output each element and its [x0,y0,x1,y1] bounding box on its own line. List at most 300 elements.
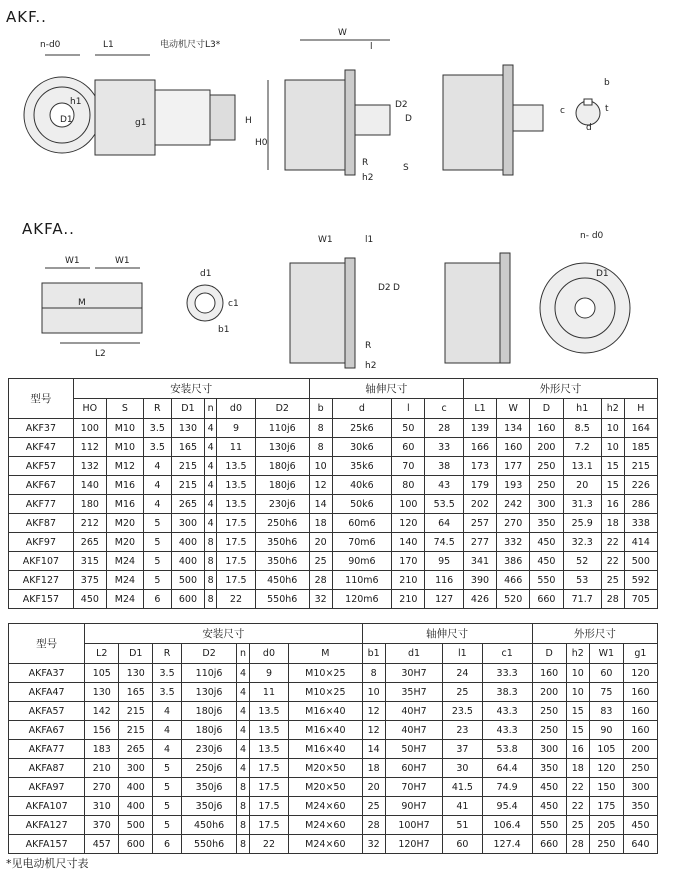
table-cell: 13.5 [249,702,288,721]
table-cell: 160 [532,664,566,683]
table-cell: 17.5 [249,778,288,797]
table-cell: 32.3 [563,533,601,552]
table-cell: 350h6 [255,552,309,571]
table-cell: 4 [237,683,250,702]
akfa-column-header: D [532,644,566,664]
table-cell: 139 [463,419,496,438]
table-cell: 127 [425,590,463,609]
table-cell: 250 [589,835,623,854]
table-cell: 74.5 [425,533,463,552]
table-cell: 5 [143,514,171,533]
table-row [9,797,658,816]
table-cell: 414 [624,533,657,552]
akfa-column-header: L2 [85,644,119,664]
table-cell: 12 [362,721,385,740]
table-cell: 43 [425,476,463,495]
table-cell: 17.5 [217,514,255,533]
akfa-group-shaft: 轴伸尺寸 [362,624,532,644]
table-cell: 14 [309,495,332,514]
table-cell: 215 [119,721,153,740]
table-cell: M16×40 [289,740,362,759]
akf-label-h1: h1 [70,97,82,107]
akf-label-h0: H0 [255,138,268,148]
akf-column-header: D1 [171,399,204,419]
table-cell: M24×60 [289,816,362,835]
akf-label-d2: D2 [395,100,408,110]
model-cell: AKF97 [9,533,74,552]
table-cell: 25 [601,571,624,590]
table-cell: 13.5 [217,457,255,476]
akfa-label-w1-b: W1 [115,256,130,266]
table-cell: 35H7 [385,683,442,702]
table-cell: 90m6 [332,552,392,571]
akf-label-n-d0: n-d0 [40,40,61,50]
model-cell: AKF127 [9,571,74,590]
table-cell: 13.1 [563,457,601,476]
table-cell: 4 [205,495,217,514]
table-cell: 43.3 [482,721,532,740]
table-cell: M16 [106,476,143,495]
table-cell: 105 [589,740,623,759]
table-row [9,664,658,683]
table-cell: 8 [205,552,217,571]
akfa-label-d1: d1 [200,269,212,279]
akf-label-w: W [338,28,347,38]
table-cell: 53.5 [425,495,463,514]
table-cell: 38.3 [482,683,532,702]
akf-label-d1: D1 [60,115,73,125]
table-cell: 12 [309,476,332,495]
table-cell: 310 [85,797,119,816]
table-cell: 250 [623,759,657,778]
table-cell: 5 [153,778,182,797]
table-cell: 4 [205,438,217,457]
table-cell: 140 [392,533,425,552]
table-cell: M16×40 [289,702,362,721]
table-cell: 660 [532,835,566,854]
table-cell: 7.2 [563,438,601,457]
table-cell: 30 [443,759,482,778]
table-cell: 205 [589,816,623,835]
table-cell: 4 [153,702,182,721]
table-cell: 28 [309,571,332,590]
table-cell: M24 [106,552,143,571]
akf-label-h: H [245,116,252,126]
table-cell: 5 [143,533,171,552]
table-cell: 17.5 [217,533,255,552]
table-cell: 8 [309,438,332,457]
table-cell: 16 [601,495,624,514]
table-cell: 40H7 [385,702,442,721]
table-cell: 4 [205,476,217,495]
table-cell: 257 [463,514,496,533]
model-cell: AKF47 [9,438,74,457]
akfa-group-outline: 外形尺寸 [532,624,657,644]
table-cell: 18 [309,514,332,533]
table-row [9,740,658,759]
table-cell: 332 [497,533,530,552]
table-cell: 550h6 [181,835,236,854]
akfa-column-header: d1 [385,644,442,664]
akf-label-dd: d [586,123,592,133]
table-cell: 20 [563,476,601,495]
akfa-label-n-d0: n- d0 [580,231,604,241]
table-row [9,721,658,740]
model-cell: AKFA127 [9,816,85,835]
akf-column-header: S [106,399,143,419]
table-cell: 160 [623,683,657,702]
table-cell: 50H7 [385,740,442,759]
table-cell: 53 [563,571,601,590]
table-cell: 8 [309,419,332,438]
akfa-label-w1-c: W1 [318,235,333,245]
table-cell: 350j6 [181,797,236,816]
table-cell: 6 [143,590,171,609]
table-cell: 13.5 [217,495,255,514]
table-cell: 9 [249,664,288,683]
akf-column-header: R [143,399,171,419]
table-cell: M12 [106,457,143,476]
akf-label-g1: g1 [135,118,147,128]
table-cell: 705 [624,590,657,609]
akf-column-header: n [205,399,217,419]
akf-label-motor-dim: 电动机尺寸L3* [160,40,221,50]
table-cell: 180j6 [255,457,309,476]
table-row [9,533,658,552]
table-cell: 22 [601,533,624,552]
table-cell: 4 [237,664,250,683]
akfa-label-c1: c1 [228,299,239,309]
table-cell: 15 [601,476,624,495]
table-cell: 10 [309,457,332,476]
table-cell: 142 [85,702,119,721]
akfa-column-header: d0 [249,644,288,664]
table-cell: 25 [309,552,332,571]
table-cell: 120 [589,759,623,778]
table-cell: 180 [73,495,106,514]
akf-label-l: l [370,42,373,52]
table-cell: 426 [463,590,496,609]
table-row [9,438,658,457]
akfa-column-header: D1 [119,644,153,664]
table-cell: 3.5 [153,683,182,702]
akf-column-header: l [392,399,425,419]
akfa-label-b1: b1 [218,325,230,335]
table-cell: 10 [362,683,385,702]
table-cell: 180j6 [181,721,236,740]
table-cell: 90H7 [385,797,442,816]
akfa-column-header: R [153,644,182,664]
akf-column-header: h1 [563,399,601,419]
table-row [9,759,658,778]
akf-title: AKF.. [6,8,47,26]
table-cell: 4 [153,721,182,740]
table-cell: 15 [601,457,624,476]
table-cell: 35k6 [332,457,392,476]
table-cell: M20 [106,514,143,533]
model-cell: AKFA37 [9,664,85,683]
model-cell: AKF87 [9,514,74,533]
table-cell: 8 [237,778,250,797]
akfa-label-l2: L2 [95,349,106,359]
table-cell: 32 [362,835,385,854]
table-cell: 8 [205,571,217,590]
model-cell: AKFA157 [9,835,85,854]
table-cell: 450 [73,590,106,609]
table-cell: 180j6 [181,702,236,721]
table-cell: 64 [425,514,463,533]
table-cell: 270 [85,778,119,797]
table-cell: 4 [237,721,250,740]
table-cell: 25k6 [332,419,392,438]
model-cell: AKFA47 [9,683,85,702]
table-cell: M24 [106,571,143,590]
table-cell: 400 [119,778,153,797]
table-cell: 8.5 [563,419,601,438]
table-cell: 400 [171,533,204,552]
table-cell: 300 [532,740,566,759]
table-cell: 40k6 [332,476,392,495]
table-cell: 4 [237,702,250,721]
table-cell: 105 [85,664,119,683]
table-cell: 230j6 [255,495,309,514]
table-cell: 179 [463,476,496,495]
table-cell: 8 [205,590,217,609]
table-cell: 23 [443,721,482,740]
table-cell: 466 [497,571,530,590]
table-cell: 350 [530,514,563,533]
table-cell: 13.5 [249,740,288,759]
table-cell: 4 [143,457,171,476]
table-cell: 80 [392,476,425,495]
table-cell: 4 [237,759,250,778]
table-cell: 10 [601,419,624,438]
table-cell: M24 [106,590,143,609]
table-cell: 37 [443,740,482,759]
akf-column-header: HO [73,399,106,419]
akfa-label-w1-a: W1 [65,256,80,266]
table-cell: M24×60 [289,797,362,816]
table-cell: 180j6 [255,476,309,495]
table-cell: 300 [623,778,657,797]
table-cell: 13.5 [217,476,255,495]
table-cell: 265 [119,740,153,759]
akf-label-c: c [560,106,565,116]
table-cell: 4 [143,495,171,514]
table-cell: 160 [497,438,530,457]
akf-column-header: L1 [463,399,496,419]
table-cell: 286 [624,495,657,514]
table-cell: 4 [205,419,217,438]
table-cell: 5 [153,759,182,778]
table-cell: 10 [566,664,589,683]
table-cell: 17.5 [249,759,288,778]
table-cell: 22 [566,797,589,816]
akfa-column-header: n [237,644,250,664]
table-cell: 315 [73,552,106,571]
table-cell: 25 [443,683,482,702]
table-cell: 10 [566,683,589,702]
table-cell: 400 [119,797,153,816]
table-cell: 210 [392,571,425,590]
table-cell: 20 [309,533,332,552]
table-cell: 3.5 [153,664,182,683]
table-cell: 200 [532,683,566,702]
table-cell: 450 [530,533,563,552]
akfa-column-header: l1 [443,644,482,664]
table-cell: 116 [425,571,463,590]
akfa-label-m: M [78,298,86,308]
table-cell: 17.5 [249,816,288,835]
table-cell: 74.9 [482,778,532,797]
table-cell: 41.5 [443,778,482,797]
akfa-column-header: D2 [181,644,236,664]
table-cell: 100 [392,495,425,514]
model-cell: AKFA57 [9,702,85,721]
table-cell: 450 [623,816,657,835]
table-cell: 212 [73,514,106,533]
table-cell: 22 [566,778,589,797]
table-cell: 170 [392,552,425,571]
table-cell: 50k6 [332,495,392,514]
table-cell: 60H7 [385,759,442,778]
table-cell: 83 [589,702,623,721]
table-cell: 18 [601,514,624,533]
akfa-label-r: R [365,341,372,351]
table-cell: 53.8 [482,740,532,759]
table-cell: 500 [171,571,204,590]
table-cell: 386 [497,552,530,571]
table-cell: 140 [73,476,106,495]
table-row [9,552,658,571]
table-cell: 18 [566,759,589,778]
table-cell: 4 [153,740,182,759]
akfa-column-header: b1 [362,644,385,664]
table-row [9,514,658,533]
table-cell: 52 [563,552,601,571]
table-row [9,778,658,797]
table-cell: 520 [497,590,530,609]
table-cell: 71.7 [563,590,601,609]
table-cell: 250 [530,457,563,476]
table-cell: 28 [601,590,624,609]
table-cell: 17.5 [249,797,288,816]
table-cell: M20×50 [289,778,362,797]
table-row [9,590,658,609]
akf-column-header: b [309,399,332,419]
table-cell: 215 [171,476,204,495]
table-row [9,495,658,514]
table-cell: 457 [85,835,119,854]
table-cell: 250j6 [181,759,236,778]
table-cell: M10 [106,438,143,457]
table-cell: 13.5 [249,721,288,740]
table-cell: 177 [497,457,530,476]
akfa-label-d: D [393,283,400,293]
table-row [9,476,658,495]
table-cell: 200 [530,438,563,457]
akf-label-r: R [362,158,369,168]
table-cell: 95.4 [482,797,532,816]
table-cell: 31.3 [563,495,601,514]
akfa-column-header: c1 [482,644,532,664]
model-cell: AKFA97 [9,778,85,797]
table-cell: 127.4 [482,835,532,854]
table-cell: 12 [362,702,385,721]
table-cell: 75 [589,683,623,702]
table-cell: 4 [237,740,250,759]
table-cell: M10 [106,419,143,438]
table-cell: 120 [392,514,425,533]
table-cell: M16 [106,495,143,514]
table-cell: 28 [566,835,589,854]
akfa-group-install: 安装尺寸 [85,624,362,644]
table-cell: 30H7 [385,664,442,683]
akf-label-t: t [605,104,609,114]
table-cell: 250 [532,702,566,721]
table-cell: 60 [443,835,482,854]
table-cell: 130j6 [181,683,236,702]
table-cell: 338 [624,514,657,533]
table-row [9,816,658,835]
akf-column-header: d0 [217,399,255,419]
table-cell: 130 [171,419,204,438]
table-row [9,419,658,438]
table-cell: 600 [171,590,204,609]
table-cell: 64.4 [482,759,532,778]
table-cell: 265 [171,495,204,514]
table-cell: 70H7 [385,778,442,797]
table-cell: 202 [463,495,496,514]
table-cell: 132 [73,457,106,476]
table-cell: 160 [623,702,657,721]
akfa-header-model: 型号 [9,624,85,664]
akf-drawings [0,25,678,195]
table-cell: 17.5 [217,552,255,571]
akf-column-header: h2 [601,399,624,419]
table-cell: M10×25 [289,683,362,702]
akf-column-header: c [425,399,463,419]
table-cell: 25 [362,797,385,816]
akf-label-l1: L1 [103,40,114,50]
table-cell: 8 [205,533,217,552]
akfa-label-h2: h2 [365,361,377,371]
table-cell: 270 [497,514,530,533]
akfa-spec-table [8,623,658,854]
table-cell: 450 [532,797,566,816]
table-cell: 370 [85,816,119,835]
table-cell: 300 [530,495,563,514]
table-cell: 130 [119,664,153,683]
table-cell: 28 [425,419,463,438]
table-cell: 10 [601,438,624,457]
table-cell: 550h6 [255,590,309,609]
table-cell: 130 [85,683,119,702]
table-cell: 210 [85,759,119,778]
table-cell: 60 [589,664,623,683]
table-cell: M16×40 [289,721,362,740]
akfa-title: AKFA.. [22,220,75,238]
table-row [9,835,658,854]
akf-column-header: H [624,399,657,419]
table-cell: 8 [237,835,250,854]
akf-group-outline: 外形尺寸 [463,379,657,399]
akfa-drawings [0,228,678,375]
table-cell: M10×25 [289,664,362,683]
table-cell: 193 [497,476,530,495]
table-cell: 32 [309,590,332,609]
akf-label-s: S [403,163,409,173]
